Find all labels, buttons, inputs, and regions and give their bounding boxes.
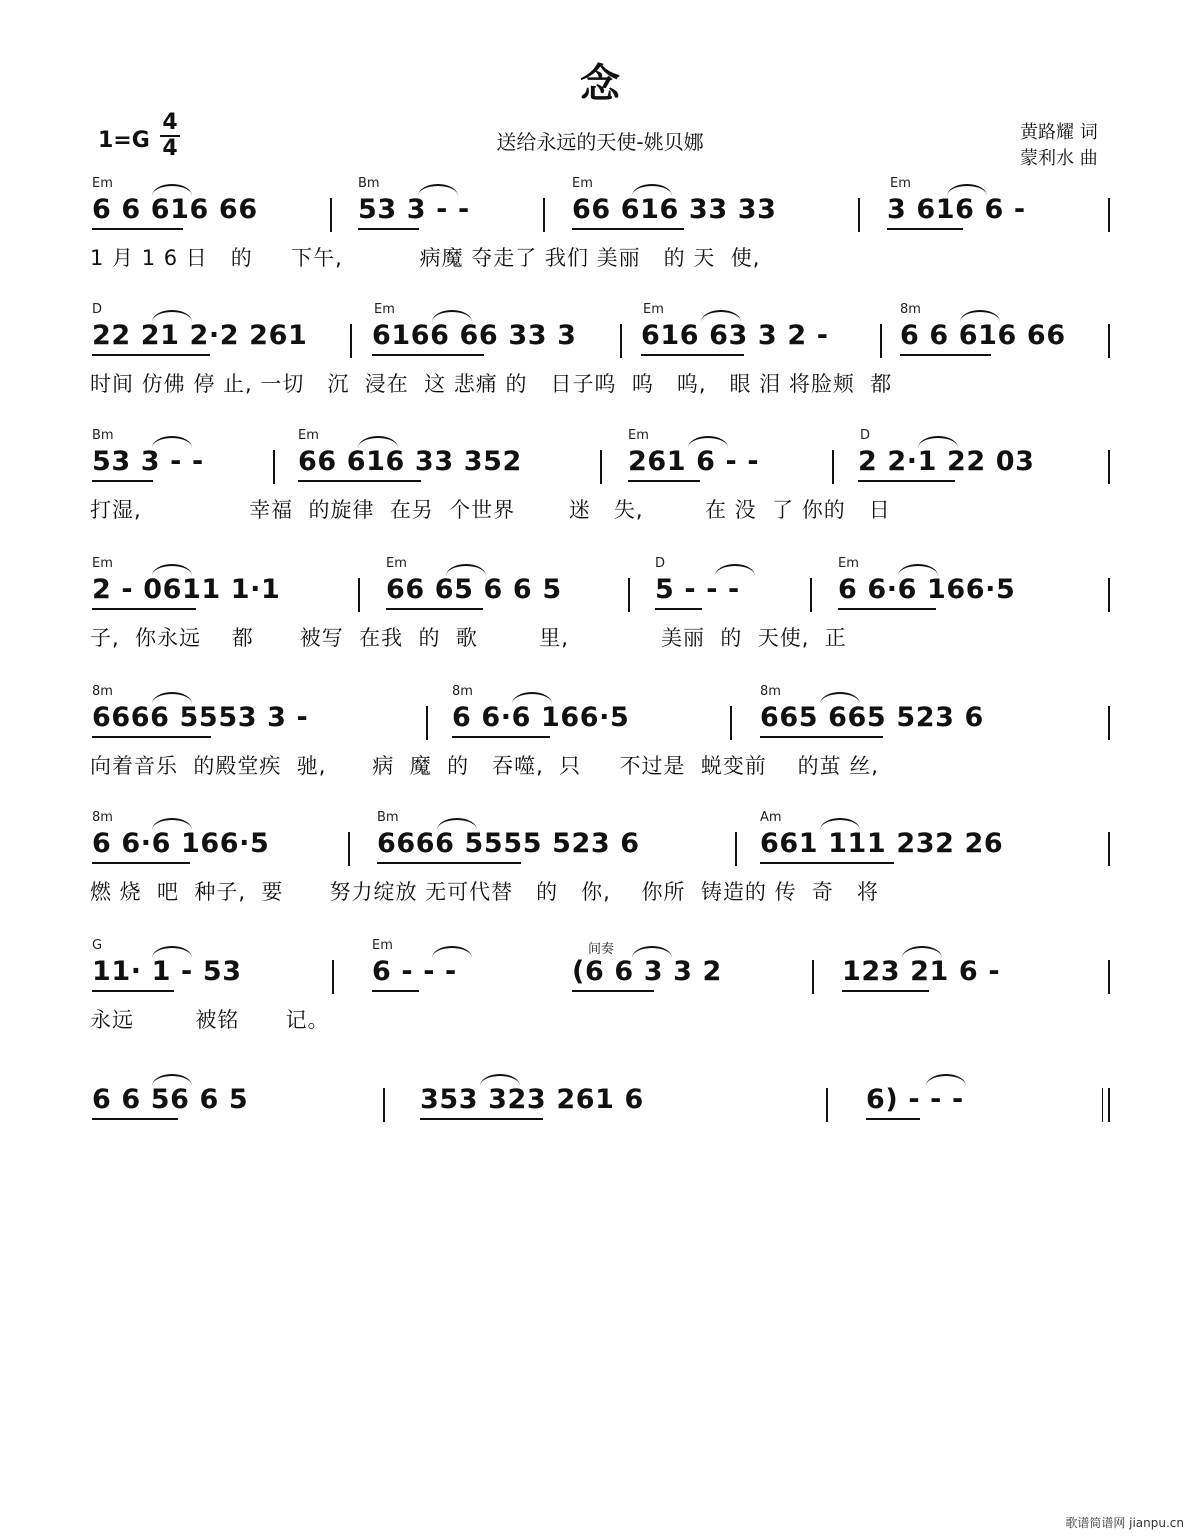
chord-symbol: 8m [92,810,113,825]
measure-notes: 53 3 - - [358,194,470,225]
note-beam [92,480,153,482]
bar-line [426,706,428,740]
measure-notes: 22 21 2·2 261 [92,320,308,351]
note-beam [372,354,484,356]
bar-line [826,1088,828,1122]
slur-arc [432,310,472,322]
chord-symbol: D [655,556,666,571]
note-beam [858,480,955,482]
measure-notes: 6 6·6 166·5 [838,574,1016,605]
slur-arc [437,818,477,830]
lyric-line: 1 月 1 6 日 的 下午, 病魔 夺走了 我们 美丽 的 天 使, [90,246,761,270]
note-beam [887,228,963,230]
watermark: 歌谱简谱网 jianpu.cn [1065,1516,1184,1530]
chord-symbol: Em [628,428,649,443]
bar-line [1108,1088,1110,1122]
chord-symbol: Em [372,938,393,953]
note-beam [386,608,483,610]
note-beam [655,608,702,610]
bar-line [1108,706,1110,740]
bar-line [1108,960,1110,994]
chord-symbol: D [860,428,871,443]
lyric-line: 打湿, 幸福 的旋律 在另 个世界 迷 失, 在 没 了 你的 日 [90,498,891,522]
slur-arc [701,310,741,322]
bar-line [620,324,622,358]
chord-symbol: 8m [92,684,113,699]
measure-notes: 3 616 6 - [887,194,1026,225]
bar-line [543,198,545,232]
chord-symbol: Em [643,302,664,317]
note-beam [92,228,183,230]
measure-notes: 66 616 33 352 [298,446,522,477]
slur-arc [947,184,987,196]
bar-line [383,1088,385,1122]
slur-arc [688,436,728,448]
song-subtitle: 送给永远的天使-姚贝娜 [496,130,704,154]
chord-symbol: Em [92,556,113,571]
lyricist-credit: 黄路耀 词 [1020,122,1098,143]
bar-line [628,578,630,612]
bar-line [1108,324,1110,358]
slur-arc [512,692,552,704]
bar-line [880,324,882,358]
slur-arc [152,310,192,322]
measure-notes: 6 6 56 6 5 [92,1084,249,1115]
slur-arc [898,564,938,576]
note-beam [92,862,190,864]
chord-symbol: Em [890,176,911,191]
note-beam [372,990,419,992]
note-beam [358,228,419,230]
bar-line [600,450,602,484]
slur-arc [632,184,672,196]
note-beam [298,480,421,482]
note-beam [377,862,521,864]
note-beam [420,1118,543,1120]
measure-notes: 11· 1 - 53 [92,956,242,987]
chord-symbol: D [92,302,103,317]
chord-symbol: 间奏 [588,942,615,957]
slur-arc [152,946,192,958]
chord-symbol: Em [374,302,395,317]
note-beam [92,1118,178,1120]
bar-line [812,960,814,994]
slur-arc [152,818,192,830]
measure-notes: 261 6 - - [628,446,760,477]
chord-symbol: Em [298,428,319,443]
measure-notes: 66 616 33 33 [572,194,777,225]
slur-arc [820,818,860,830]
slur-arc [152,436,192,448]
note-beam [572,990,654,992]
note-beam [838,608,936,610]
measure-notes: 66 65 6 6 5 [386,574,562,605]
chord-symbol: Em [572,176,593,191]
bar-line [332,960,334,994]
chord-symbol: Am [760,810,782,825]
measure-notes: 53 3 - - [92,446,204,477]
bar-line [358,578,360,612]
bar-line [858,198,860,232]
slur-arc [152,692,192,704]
time-bottom: 4 [162,136,178,161]
lyric-line: 燃 烧 吧 种子, 要 努力绽放 无可代替 的 你, 你所 铸造的 传 奇 将 [90,880,879,904]
slur-arc [358,436,398,448]
measure-notes: 6 6 616 66 [92,194,258,225]
bar-line [810,578,812,612]
bar-line [1108,832,1110,866]
note-beam [641,354,744,356]
measure-notes: 353 323 261 6 [420,1084,644,1115]
lyric-line: 子, 你永远 都 被写 在我 的 歌 里, 美丽 的 天使, 正 [90,626,847,650]
slur-arc [152,564,192,576]
final-bar-line [1102,1088,1103,1122]
note-beam [866,1118,920,1120]
chord-symbol: G [92,938,103,953]
chord-symbol: Bm [92,428,114,443]
note-beam [92,736,211,738]
slur-arc [432,946,472,958]
slur-arc [480,1074,520,1086]
slur-arc [902,946,942,958]
slur-arc [152,184,192,196]
bar-line [735,832,737,866]
measure-notes: 2 - 0611 1·1 [92,574,281,605]
chord-symbol: 8m [900,302,921,317]
slur-arc [446,564,486,576]
chord-symbol: 8m [760,684,781,699]
lyric-line: 时间 仿佛 停 止, 一切 沉 浸在 这 悲痛 的 日子呜 呜 呜, 眼 泪 将脸颊 都 [90,372,893,396]
note-beam [452,736,550,738]
chord-symbol: Em [92,176,113,191]
note-beam [92,354,210,356]
slur-arc [632,946,672,958]
measure-notes: 6666 5553 3 - [92,702,309,733]
lyric-line: 永远 被铭 记。 [90,1008,330,1032]
note-beam [628,480,700,482]
note-beam [92,608,196,610]
bar-line [832,450,834,484]
chord-symbol: Em [838,556,859,571]
bar-line [730,706,732,740]
measure-notes: 665 665 523 6 [760,702,984,733]
slur-arc [960,310,1000,322]
slur-arc [820,692,860,704]
measure-notes: 6166 66 33 3 [372,320,577,351]
bar-line [1108,578,1110,612]
note-beam [760,736,883,738]
time-top: 4 [162,110,178,135]
note-beam [900,354,991,356]
slur-arc [918,436,958,448]
note-beam [760,862,894,864]
measure-notes: 6) - - - [866,1084,964,1115]
key-signature: 1=G [98,128,150,153]
song-title: 念 [580,61,620,107]
bar-line [1108,450,1110,484]
chord-symbol: Bm [358,176,380,191]
slur-arc [152,1074,192,1086]
note-beam [572,228,684,230]
note-beam [92,990,174,992]
measure-notes: 6 - - - [372,956,457,987]
chord-symbol: Em [386,556,407,571]
bar-line [273,450,275,484]
measure-notes: 6 6 616 66 [900,320,1066,351]
measure-notes: 6 6·6 166·5 [452,702,630,733]
measure-notes: 5 - - - [655,574,740,605]
composer-credit: 蒙利水 曲 [1020,148,1098,169]
bar-line [1108,198,1110,232]
slur-arc [418,184,458,196]
measure-notes: (6 6 3 3 2 [572,956,722,987]
measure-notes: 6666 5555 523 6 [377,828,640,859]
slur-arc [926,1074,966,1086]
chord-symbol: Bm [377,810,399,825]
measure-notes: 123 21 6 - [842,956,1001,987]
measure-notes: 6 6·6 166·5 [92,828,270,859]
chord-symbol: 8m [452,684,473,699]
measure-notes: 616 63 3 2 - [641,320,829,351]
bar-line [330,198,332,232]
measure-notes: 661 111 232 26 [760,828,1004,859]
measure-notes: 2 2·1 22 03 [858,446,1035,477]
bar-line [348,832,350,866]
slur-arc [715,564,755,576]
bar-line [350,324,352,358]
lyric-line: 向着音乐 的殿堂疾 驰, 病 魔 的 吞噬, 只 不过是 蜕变前 的茧 丝, [90,754,879,778]
note-beam [842,990,929,992]
